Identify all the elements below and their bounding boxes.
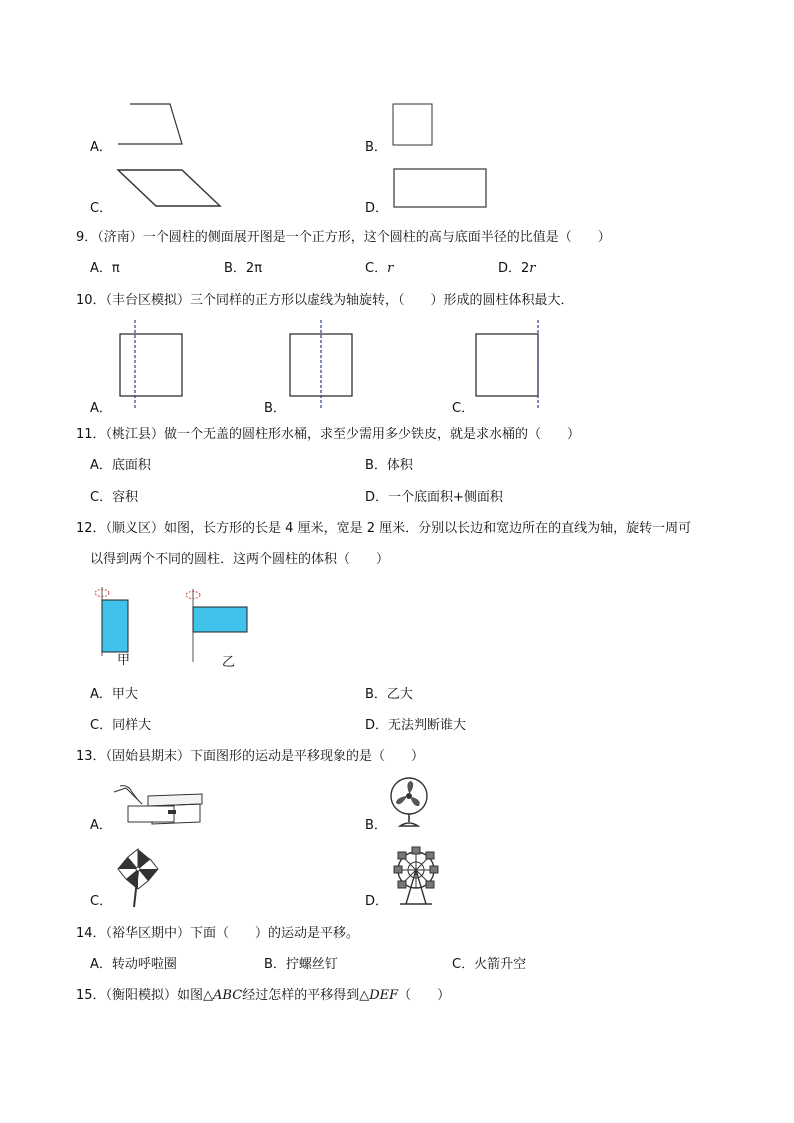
pinwheel-icon — [114, 845, 164, 909]
q8-label-a: A． — [90, 140, 112, 155]
q15-stem — [76, 988, 450, 1004]
q13-label-b: B． — [365, 818, 387, 833]
ferris-wheel-icon — [390, 846, 444, 908]
q9-option-d[interactable] — [498, 261, 536, 277]
q13-label-a: A． — [90, 818, 112, 833]
q8-parallelogram-figure — [116, 168, 224, 210]
q12-option-c[interactable]: C．同样大 — [90, 718, 152, 733]
q8-trapezoid-figure — [116, 102, 186, 148]
q14-option-b[interactable]: B．拧螺丝钉 — [264, 957, 338, 972]
q12-figure-yi — [183, 588, 253, 664]
q15-triangle-def: DEF — [369, 988, 399, 1003]
q13-stem: 13．（固始县期末）下面图形的运动是平移现象的是（ ） — [76, 749, 425, 764]
q10-square-a — [118, 318, 186, 414]
q9-option-c[interactable] — [365, 261, 393, 277]
q9-option-d-label: D．2 — [498, 261, 530, 276]
q8-rectangle-figure — [393, 168, 489, 210]
q12-label-jia: 甲 — [117, 653, 131, 668]
q12-option-b[interactable]: B．乙大 — [365, 687, 413, 702]
q13-label-c: C． — [90, 894, 113, 909]
q14-option-c[interactable]: C．火箭升空 — [452, 957, 527, 972]
electric-fan-icon — [388, 776, 430, 828]
q9-option-a[interactable]: A．π — [90, 261, 120, 276]
q12-option-d[interactable]: D．无法判断谁大 — [365, 718, 467, 733]
q11-option-b[interactable]: B．体积 — [365, 458, 413, 473]
q11-stem: 11．（桃江县）做一个无盖的圆柱形水桶，求至少需用多少铁皮，就是求水桶的（ ） — [76, 427, 581, 442]
q10-label-a: A． — [90, 401, 112, 416]
q14-stem: 14．（裕华区期中）下面（ ）的运动是平移。 — [76, 926, 360, 941]
q11-option-d[interactable]: D．一个底面积+侧面积 — [365, 490, 503, 505]
q8-label-d: D． — [365, 201, 389, 216]
q10-square-b — [288, 318, 356, 414]
q14-option-a[interactable]: A．转动呼啦圈 — [90, 957, 177, 972]
q9-stem: 9．（济南）一个圆柱的侧面展开图是一个正方形，这个圆柱的高与底面半径的比值是（ ） — [76, 230, 611, 245]
q10-label-c: C． — [452, 401, 475, 416]
q8-label-b: B． — [365, 140, 387, 155]
q9-option-d-var: r — [529, 261, 536, 276]
q13-label-d: D． — [365, 894, 389, 909]
q9-option-b[interactable]: B．2π — [224, 261, 263, 276]
q11-option-c[interactable]: C．容积 — [90, 490, 139, 505]
q10-label-b: B． — [264, 401, 286, 416]
q15-stem-post: （ ） — [398, 988, 451, 1003]
q10-stem: 10．（丰台区模拟）三个同样的正方形以虚线为轴旋转，（ ）形成的圆柱体积最大． — [76, 293, 574, 308]
q12-option-a[interactable]: A．甲大 — [90, 687, 138, 702]
q12-label-yi: 乙 — [222, 655, 236, 670]
q15-triangle-abc: ABC — [213, 988, 243, 1003]
q10-square-c — [474, 318, 544, 414]
q8-square-figure — [392, 103, 434, 147]
q11-option-a[interactable]: A．底面积 — [90, 458, 151, 473]
q12-stem-line1: 12．（顺义区）如图，长方形的长是 4 厘米，宽是 2 厘米．分别以长边和宽边所在的直线为轴，旋转一周可 — [76, 521, 692, 536]
q9-option-c-var: r — [387, 261, 394, 276]
q12-figure-jia — [92, 586, 132, 658]
q12-stem-line2: 以得到两个不同的圆柱．这两个圆柱的体积（ ） — [90, 552, 390, 567]
drawer-icon — [112, 782, 208, 828]
q9-option-c-label: C． — [365, 261, 388, 276]
q15-stem-pre: 15．（衡阳模拟）如图△ — [76, 988, 214, 1003]
q8-label-c: C． — [90, 201, 113, 216]
q15-stem-mid: 经过怎样的平移得到△ — [242, 988, 370, 1003]
